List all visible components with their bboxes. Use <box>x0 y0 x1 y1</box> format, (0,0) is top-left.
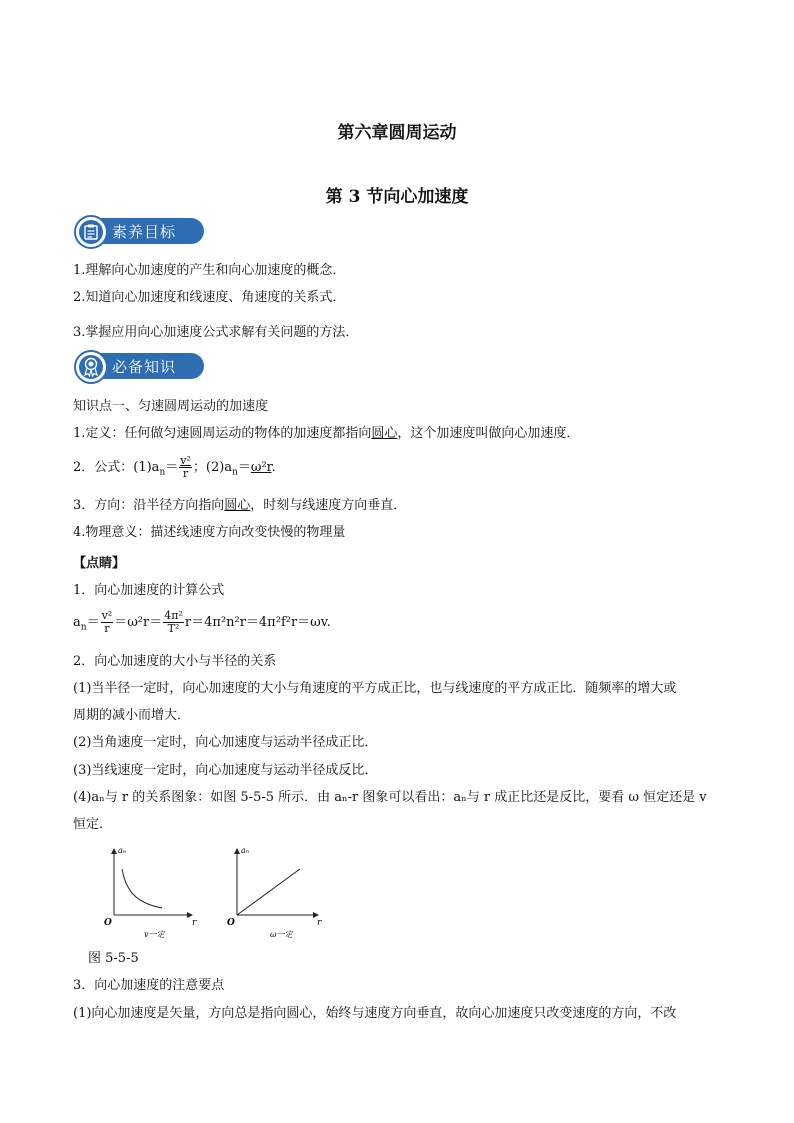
item2-p1-line2: 周期的减小而增大． <box>73 708 191 723</box>
an-r-graphs <box>100 843 330 943</box>
item3-p1: (1)向心加速度是矢量，方向总是指向圆心，始终与速度方向垂直，故向心加速度只改变速度的方向，不改 <box>73 1006 677 1021</box>
physical-meaning: 4.物理意义：描述线速度方向改变快慢的物理量 <box>73 525 346 540</box>
formula-line: 2．公式：$(1)a_n=$ $\frac{\text{v²}}{r}$ ；$(2)a_n=\omega^2r$. <box>73 454 276 480</box>
item3-title: 3．向心加速度的注意要点 <box>73 978 225 993</box>
section-title: 第 3 节向心加速度 <box>325 187 469 207</box>
goal-3: 3.掌握应用向心加速度公式求解有关问题的方法． <box>73 325 359 340</box>
chapter-title: 第六章圆周运动 <box>337 123 457 143</box>
left-caption: v一定 <box>144 930 165 939</box>
right-caption: ω一定 <box>270 930 293 939</box>
point1-title: 知识点一、匀速圆周运动的加速度 <box>73 399 269 414</box>
right-x-label: r <box>317 918 322 928</box>
figure-caption: 图 5-5-5 <box>88 951 139 966</box>
item2-p3: (3)当线速度一定时，向心加速度与运动半径成反比． <box>73 763 378 778</box>
left-origin: O <box>104 918 112 928</box>
calc-formula: $a_n=$ $\frac{\text{v²}}{r}$ ＝ω²r＝ $\frac{\text{4π²}}{\text{T²}}$ r＝4π²n²r＝4π²f²r＝ωv. <box>73 609 331 635</box>
definition: 1.定义：任何做匀速圆周运动的物体的加速度都指向圆心，这个加速度叫做向心加速度． <box>73 426 580 441</box>
left-y-label: aₙ <box>118 846 127 855</box>
item2-p4-line1: (4)aₙ与 r 的关系图象：如图 5-5-5 所示．由 aₙ-r 图象可以看出：aₙ与 r 成正比还是反比，要看 ω 恒定还是 v <box>73 790 707 805</box>
clipboard-icon <box>84 224 98 240</box>
item2-p1-line1: (1)当半径一定时，向心加速度的大小与角速度的平方成正比，也与线速度的平方成正比．随频率的增大或 <box>73 681 677 696</box>
graph-right <box>227 846 322 939</box>
right-origin: O <box>227 918 235 928</box>
goal-2: 2.知道向心加速度和线速度、角速度的关系式． <box>73 290 346 305</box>
item1-title: 1．向心加速度的计算公式 <box>73 583 225 598</box>
linear-line <box>237 869 300 915</box>
direction: 3．方向：沿半径方向指向圆心，时刻与线速度方向垂直． <box>73 498 407 513</box>
right-y-label: aₙ <box>241 846 250 855</box>
goals-badge <box>74 215 206 247</box>
item2-p4-line2: 恒定． <box>73 817 113 832</box>
dianjing-heading: 【点睛】 <box>73 556 126 571</box>
graph-left <box>104 846 197 939</box>
item2-title: 2．向心加速度的大小与半径的关系 <box>73 654 277 669</box>
item2-p2: (2)当角速度一定时，向心加速度与运动半径成正比． <box>73 735 378 750</box>
inverse-curve <box>122 869 162 908</box>
knowledge-badge-label: 必备知识 <box>112 358 177 376</box>
goal-1: 1.理解向心加速度的产生和向心加速度的概念． <box>73 263 346 278</box>
left-x-label: r <box>192 918 197 928</box>
goals-badge-label: 素养目标 <box>112 223 177 241</box>
award-icon <box>83 357 99 377</box>
knowledge-badge <box>74 350 206 382</box>
